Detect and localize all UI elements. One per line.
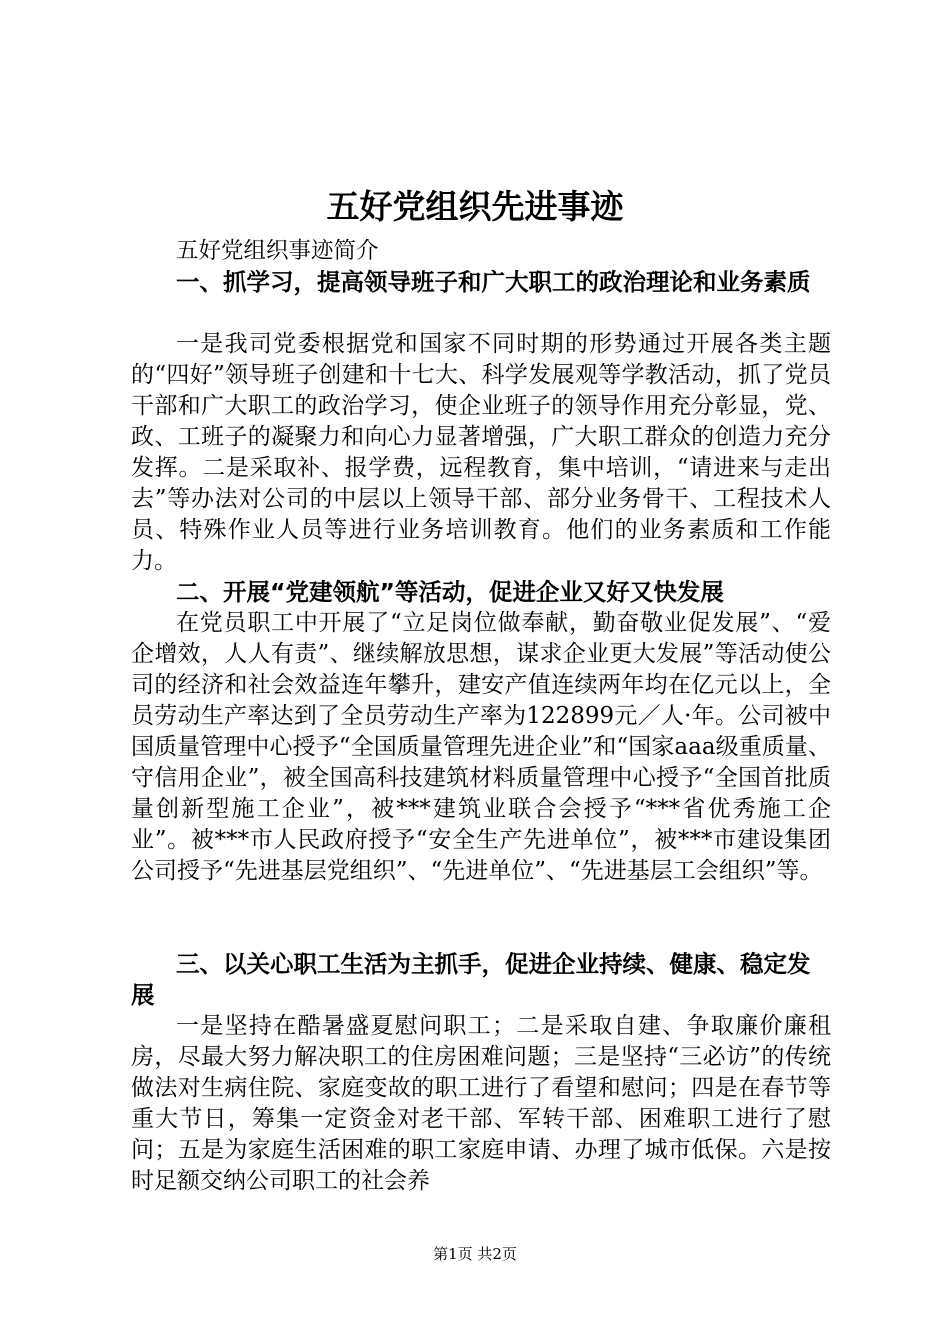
section-2-heading: 二、开展“党建领航”等活动，促进企业又好又快发展 [176, 578, 724, 606]
section-2-body: 在党员职工中开展了“立足岗位做奉献，勤奋敬业促发展”、“爱企增效，人人有责”、继续解放思想，谋求企业更大发展”等活动使公司的经济和社会效益连年攀升，建安产值连续两年均在亿元以上，全员劳动生产率达到了全员劳动生产率为122899元／人·年。公司被中国质量管理中心授予“全国质量管理先进企业”和“国家aaa级重质量、守信用企业”，被全国高科技建筑材料质量管理中心授予“全国首批质量创新型施工企业”，被***建筑业联合会授予“***省优秀施工企业”。被***市人民政府授予“安全生产先进单位”，被***市建设集团公司授予“先进基层党组织”、“先进单位”、“先进基层工会组织”等。 [131, 610, 831, 884]
section-3-heading: 三、以关心职工生活为主抓手，促进企业持续、健康、稳定发展 [131, 950, 811, 1009]
document-body [131, 236, 831, 1197]
section-3-body: 一是坚持在酷暑盛夏慰问职工；二是采取自建、争取廉价廉租房，尽最大努力解决职工的住房困难问题；三是坚持“三必访”的传统做法对生病住院、家庭变故的职工进行了看望和慰问；四是在春节等重大节日，筹集一定资金对老干部、军转干部、困难职工进行了慰问；五是为家庭生活困难的职工家庭申请、办理了城市低保。六是按时足额交纳公司职工的社会养 [131, 1013, 831, 1194]
document-title: 五好党组织先进事迹 [326, 187, 624, 226]
page-number-footer: 第1页 共2页 [433, 1245, 517, 1263]
document-subtitle: 五好党组织事迹简介 [176, 238, 379, 264]
section-1-body: 一是我司党委根据党和国家不同时期的形势通过开展各类主题的“四好”领导班子创建和十七大、科学发展观等学教活动，抓了党员干部和广大职工的政治学习，使企业班子的领导作用充分彰显，党、政、工班子的凝聚力和向心力显著增强，广大职工群众的创造力充分发挥。二是采取补、报学费，远程教育，集中培训，“请进来与走出去”等办法对公司的中层以上领导干部、部分业务骨干、工程技术人员、特殊作业人员等进行业务培训教育。他们的业务素质和工作能力。 [131, 331, 831, 574]
section-1-heading: 一、抓学习，提高领导班子和广大职工的政治理论和业务素质 [176, 268, 811, 296]
